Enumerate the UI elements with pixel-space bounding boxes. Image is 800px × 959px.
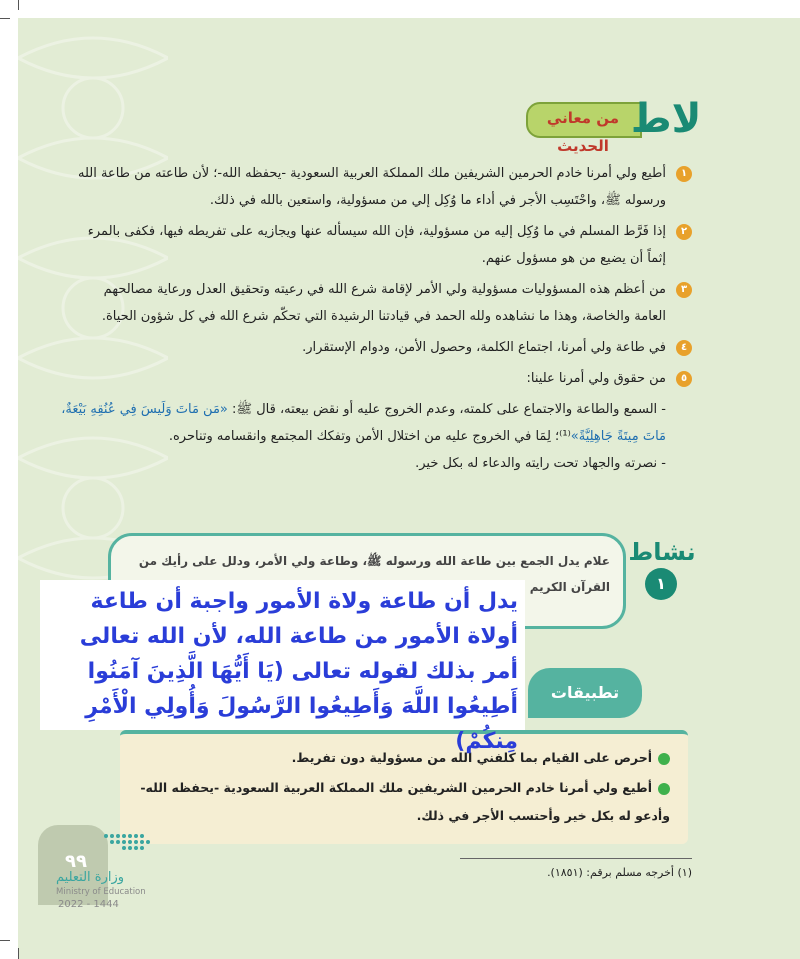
calligraphy-emblem-icon: ﻻﻃ	[634, 96, 702, 142]
ministry-logo-icon	[100, 830, 160, 856]
section-title-text: من معاني الحديث	[546, 109, 620, 155]
meaning-line: ورسوله ﷺ، واحْتَسِب الأجر في أداء ما وُكِل إلي من مسؤولية، واستعين بالله في ذلك.	[209, 193, 666, 208]
meaning-item-5	[60, 365, 692, 392]
number-badge: ٣	[676, 282, 692, 298]
practice-text: أحرص على القيام بما كلفني الله من مسؤولية دون تفريط.	[291, 750, 652, 765]
number-badge: ١	[676, 166, 692, 182]
answer-text: يدل أن طاعة ولاة الأمور واجبة أن طاعة أولاة الأمور من طاعة الله، لأن الله تعالى أمر بذلك لقوله تعالى (يَا أَيُّهَا الَّذِينَ آمَنُوا أَطِيعُوا اللَّهَ وَأَطِيعُوا الرَّسُولَ وَأُولِي الْأَمْرِ مِنكُمْ)	[79, 589, 518, 754]
green-bullet-icon	[658, 753, 670, 765]
number-badge: ٤	[676, 340, 692, 356]
meaning-line: العامة والخاصة، وهذا ما نشاهده ولله الحمد في قيادتنا الرشيدة التي تحكّم شرع الله في كل شؤون الحياة.	[101, 309, 666, 324]
footnote-divider	[460, 858, 692, 859]
right-text: - السمع والطاعة والاجتماع على كلمته، وعدم الخروج عليه أو نقض بيعته، قال ﷺ:	[227, 402, 666, 417]
activity-number-badge: ١	[645, 568, 677, 600]
right-text-cont: ⁽¹⁾؛ لِمَا في الخروج عليه من اختلال الأمن وتفكك المجتمع وانقسامه وتناحره.	[168, 429, 571, 444]
footnote: (١) أخرجه مسلم برقم: (١٨٥١).	[547, 866, 692, 879]
meaning-line: من أعظم هذه المسؤوليات مسؤولية ولي الأمر لإقامة شرع الله في رعيته وتحقيق العدل ورعاية مصالحهم	[103, 282, 666, 297]
crop-mark-top-left	[0, 18, 10, 19]
practice-text: أطيع ولي أمرنا خادم الحرمين الشريفين ملك المملكة العربية السعودية -يحفظه الله- وأدعو له بكل خير وأحتسب الأجر في ذلك.	[140, 780, 670, 823]
crop-mark-bottom-left-v	[18, 948, 19, 959]
ministry-name-ar: وزارة التعليم	[56, 870, 125, 885]
meaning-line: إذا فَرَّط المسلم في ما وُكِل إليه من مسؤولية، فإن الله سيسأله عنها ويجازيه على تفريطه فيها، فكفى بالمرء	[87, 224, 666, 239]
meaning-item-3	[60, 276, 692, 330]
meaning-line: من حقوق ولي أمرنا علينا:	[526, 371, 666, 386]
meaning-line: أطيع ولي أمرنا خادم الحرمين الشريفين ملك المملكة العربية السعودية -يحفظه الله-؛ لأن طاعته من طاعة الله	[77, 166, 666, 181]
section-title	[508, 92, 702, 155]
practice-item	[140, 774, 670, 830]
right-item-2: - نصرته والجهاد تحت رايته والدعاء له بكل خير.	[415, 456, 666, 471]
activity-label: نشاط	[628, 538, 696, 566]
meaning-item-2	[60, 218, 692, 272]
meaning-item-1	[60, 160, 692, 214]
crop-mark-bottom-left	[0, 940, 10, 941]
activity-question: علام يدل الجمع بين طاعة الله ورسوله ﷺ، وطاعة ولي الأمر، ودلل على رأيك من القرآن الكريم	[138, 554, 610, 594]
right-item-1	[60, 396, 692, 450]
number-badge: ٢	[676, 224, 692, 240]
hadith-quote: «مَن مَاتَ وَلَيسَ فِي عُنُقِهِ بَيْعَةٌ، مَاتَ مِيتَةً جَاهِلِيَّةً»	[61, 402, 666, 444]
edition-year: 2022 - 1444	[58, 899, 119, 910]
crop-mark-top-left-v	[18, 0, 19, 10]
practice-title-tab: تطبيقات	[528, 668, 642, 718]
meaning-line: في طاعة ولي أمرنا، اجتماع الكلمة، وحصول الأمن، ودوام الإستقرار.	[302, 340, 666, 355]
green-bullet-icon	[658, 783, 670, 795]
ministry-name-en: Ministry of Education	[56, 887, 146, 897]
page-number: ٩٩	[65, 851, 87, 872]
meaning-line: إثماً أن يضيع من هو مسؤول عنهم.	[481, 251, 666, 266]
meanings-list	[60, 160, 692, 477]
number-badge: ٥	[676, 371, 692, 387]
meaning-item-4	[60, 334, 692, 361]
